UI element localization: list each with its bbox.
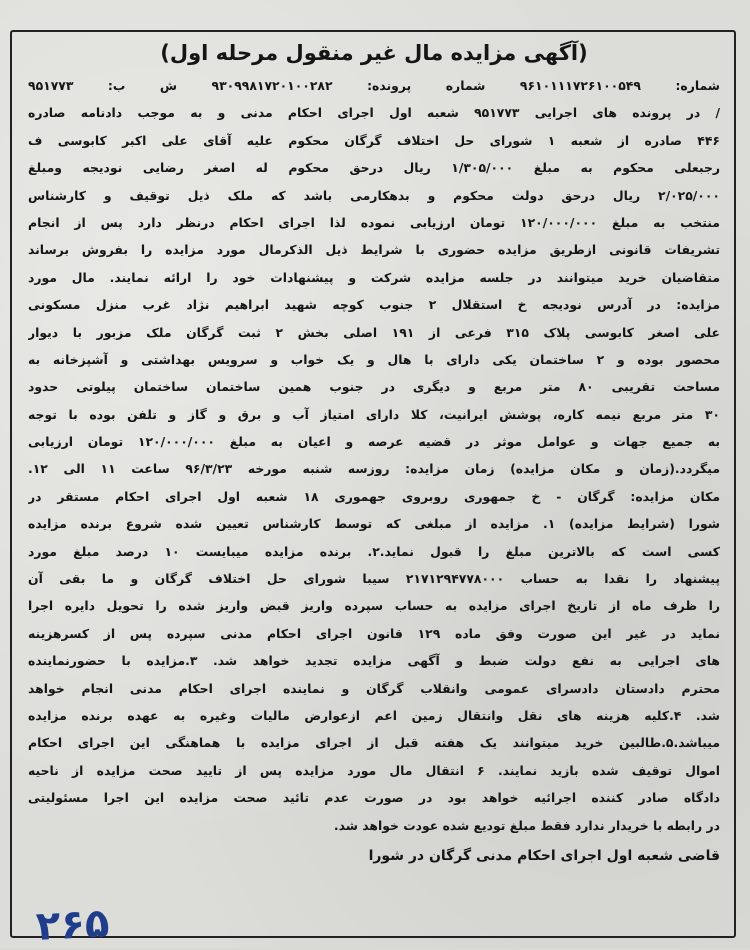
notice-line: را ظرف ماه از تاریخ اجرای مزایده به حساب سپرده واریز قبض واریز شده را تحویل دایره اجرا bbox=[28, 598, 720, 614]
notice-line: شد. ۴.کلیه هزینه های نقل وانتقال زمین اعم ازعوارض مالیات وغیره به عهده برنده مزایده bbox=[28, 707, 720, 723]
notice-line: کسی است که بالاترین مبلغ را قبول نماید.۲. برنده مزایده میبایست ۱۰ درصد مبلغ مورد bbox=[28, 543, 720, 559]
notice-line: شماره: ۹۶۱۰۱۱۱۷۲۶۱۰۰۵۴۹ شماره پرونده: ۹۳۰۹۹۸۱۷۲۰۱۰۰۲۸۲ ش ب: ۹۵۱۷۷۳ bbox=[28, 78, 720, 93]
notice-line: مزایده: در آدرس نودیجه خ استقلال ۲ جنوب کوچه شهید ابراهیم نژاد غرب منزل مسکونی bbox=[28, 297, 720, 313]
notice-line: متقاضیان خرید میتوانند در جلسه مزایده شرکت و پیشنهادات خود را ارائه نمایند. مال مورد bbox=[28, 269, 720, 285]
notice-line: در رابطه با خریدار ندارد فقط مبلغ تودیع شده عودت خواهد شد. bbox=[333, 817, 720, 833]
notice-line: محصور بوده و ۲ ساختمان یکی دارای با هال و یک خواب و سرویس بهداشتی و آشپزخانه به bbox=[28, 351, 720, 367]
notice-title: (آگهی مزایده مال غیر منقول مرحله اول) bbox=[160, 41, 588, 65]
notice-line: میگردد.(زمان و مکان مزایده) زمان مزایده: روزسه شنبه مورخه ۹۶/۳/۲۳ ساعت ۱۱ الی ۱۲. bbox=[28, 461, 720, 477]
notice-line: اموال توقیف شده بازید نمایند. ۶ انتقال مال مورد مزایده پس از تایید صحت مزایده از ناحیه bbox=[28, 762, 720, 778]
notice-line: ۴۴۶ صادره از شعبه ۱ شورای حل اختلاف گرگان محکوم علیه آقای علی اکبر کابوسی ف bbox=[28, 132, 720, 148]
notice-line: شورا (شرایط مزایده) ۱. مزایده از مبلغی که توسط کارشناس تعیین شده شروع برنده مزایده bbox=[28, 516, 720, 532]
notice-line: دادگاه صادر کننده اجرائیه خواهد بود در صورت عدم تائید صحت مزایده این اجرا مسئولیتی bbox=[28, 790, 720, 806]
notice-line: ۳۰ متر مربع نیمه کاره، پوشش ایرانیت، کلا دارای امتیاز آب و برق و گاز و تلفن بوده با توجه bbox=[28, 406, 720, 422]
notice-line: نماید در غیر این صورت وفق ماده ۱۲۹ قانون اجرای احکام مدنی سپرده پس از کسرهزینه bbox=[28, 625, 720, 641]
notice-line: محترم دادستان دادسرای عمومی وانقلاب گرگان و نماینده اجرای احکام مدنی انجام خواهد bbox=[28, 680, 720, 696]
notice-line: علی اصغر کابوسی پلاک ۳۱۵ فرعی از ۱۹۱ اصلی بخش ۲ ثبت گرگان ملک مزبور با دیوار bbox=[28, 324, 720, 340]
notice-line: پیشنهاد را نقدا به حساب ۲۱۷۱۲۹۴۷۷۸۰۰۰ سیبا شورای حل اختلاف گرگان و ما بقی آن bbox=[28, 571, 720, 587]
notice-line: مساحت تقریبی ۸۰ متر مربع و دیگری در جنوب همین ساختمان ساختمان پیلوتی حدود bbox=[28, 379, 720, 395]
notice-line: به جمیع جهات و عوامل موثر در قضیه عرصه و اعیان به مبلغ ۱۲۰/۰۰۰/۰۰۰ تومان ارزیابی bbox=[28, 434, 720, 450]
notice-line: ۲/۰۲۵/۰۰۰ ریال درحق دولت محکوم و بدهکارمی باشد که ملک ذیل توقیف و کارشناس bbox=[28, 187, 720, 203]
notice-line: منتخب به مبلغ ۱۲۰/۰۰۰/۰۰۰ تومان ارزیابی نموده لذا اجرای احکام درنظر دارد پس از انجام bbox=[28, 214, 720, 230]
notice-body bbox=[28, 72, 720, 839]
handwritten-number: ۲۶۵ bbox=[34, 900, 111, 950]
notice-line: / در پرونده های اجرایی ۹۵۱۷۷۳ شعبه اول اجرای احکام مدنی و به موجب دادنامه صادره bbox=[28, 105, 720, 121]
notice-line: های اجرایی به نفع دولت ضبط و آگهی مزایده تجدید خواهد شد. ۳.مزایده با حضورنماینده bbox=[28, 653, 720, 669]
auction-notice bbox=[28, 36, 720, 871]
notice-line: رجبعلی محکوم به مبلغ ۱/۳۰۵/۰۰۰ ریال درحق محکوم له اصغر رضایی نودیجه ومبلغ bbox=[28, 160, 720, 176]
notice-line: تشریفات قانونی ازطریق مزایده حضوری با شرایط ذیل الذکرمال مورد مزایده را بفروش برساند bbox=[28, 242, 720, 258]
notice-line: میباشد.۵.طالبین خرید میتوانند یک هفته قبل از اجرای مزایده با هماهنگی این اجرای احکام bbox=[28, 735, 720, 751]
notice-line: مکان مزایده: گرگان - خ جمهوری روبروی جهموری ۱۸ شعبه اول اجرای احکام مستقر در bbox=[28, 488, 720, 504]
judge-signature: قاضی شعبه اول اجرای احکام مدنی گرگان در شورا bbox=[368, 847, 720, 864]
